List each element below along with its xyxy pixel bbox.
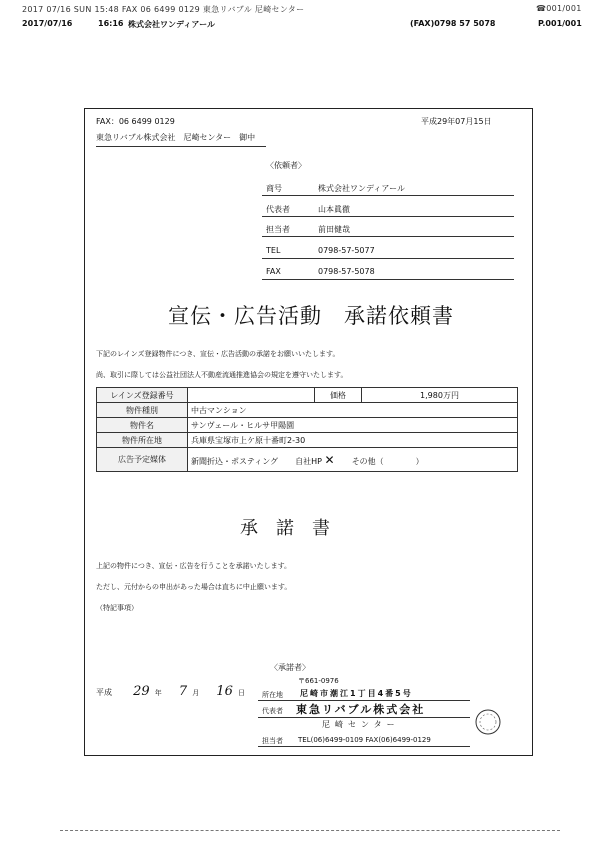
fax-header-company: 株式会社ワンディアール [128, 20, 215, 29]
consenter-contact: TEL(06)6499-0109 FAX(06)6499-0129 [298, 736, 431, 744]
requester-label-company: 商号 [266, 184, 282, 193]
consenter-postal: 〒661-0976 [298, 677, 339, 685]
requester-label-rep: 代表者 [266, 205, 290, 214]
consenter-branch: 尼崎センター [322, 720, 400, 729]
requester-row-line [262, 258, 514, 259]
date-year: 29 [133, 684, 150, 699]
property-name-value: サンヴェール・ヒルサ甲陽園 [188, 418, 518, 433]
fax-number: FAX：06 6499 0129 [96, 117, 175, 126]
date-era: 平成 [96, 688, 112, 697]
company-underline [258, 717, 470, 718]
consenter-address: 尼崎市潮江1丁目4番5号 [300, 689, 413, 698]
bottom-divider [60, 830, 560, 831]
table-row [97, 403, 518, 418]
requester-value-tel: 0798-57-5077 [318, 246, 375, 255]
table-row [97, 418, 518, 433]
date-month-unit: 月 [192, 689, 200, 697]
fax-header-date: 2017/07/16 [22, 19, 73, 28]
table-row [97, 448, 518, 472]
fax-header-page [536, 4, 582, 13]
table-row [97, 388, 518, 403]
media-option-other: その他（ ） [351, 456, 424, 466]
contact-label: 担当者 [262, 737, 283, 745]
property-address-label: 物件所在地 [97, 433, 188, 448]
property-table [96, 387, 518, 472]
document-title: 宣伝・広告活動 承諾依頼書 [168, 304, 454, 328]
requester-row-line [262, 279, 514, 280]
media-option-hp: 自社HP [295, 456, 322, 466]
requester-row-line [262, 216, 514, 217]
date-day-unit: 日 [237, 689, 245, 697]
intro-text-2: 尚、取引に際しては公益社団法人不動産流通推進協会の規定を遵守いたします。 [96, 371, 348, 379]
requester-label-tel: TEL [266, 246, 281, 255]
seal-stamp-icon [474, 708, 502, 736]
checkmark-icon: ✕ [324, 452, 335, 467]
price-label: 価格 [315, 388, 362, 403]
property-name-label: 物件名 [97, 418, 188, 433]
intro-text-1: 下記のレインズ登録物件につき、宣伝・広告活動の承諾をお願いいたします。 [96, 350, 340, 358]
fax-header-line: 2017 07/16 SUN 15:48 FAX 06 6499 0129 東急リバブル 尼崎センター [22, 5, 305, 14]
consenter-company: 東急リバブル株式会社 [296, 703, 426, 716]
requester-label-fax: FAX [266, 267, 281, 276]
property-address-value: 兵庫県宝塚市上ケ原十番町2-30 [188, 433, 518, 448]
media-options [188, 448, 518, 472]
requester-label-contact: 担当者 [266, 225, 290, 234]
date-day: 16 [216, 684, 233, 699]
media-option-newspaper: 新聞折込・ポスティング [191, 456, 279, 466]
addressee-underline [96, 146, 266, 147]
property-type-label: 物件種別 [97, 403, 188, 418]
consent-date [96, 680, 245, 699]
requester-value-fax: 0798-57-5078 [318, 267, 375, 276]
document-date: 平成29年07月15日 [421, 117, 492, 126]
date-month: 7 [178, 684, 188, 699]
date-year-unit: 年 [154, 689, 162, 697]
property-type-value: 中古マンション [188, 403, 518, 418]
reins-value [188, 388, 315, 403]
addressee: 東急リバブル株式会社 尼崎センター 御中 [96, 133, 256, 142]
consent-title: 承 諾 書 [240, 518, 330, 539]
fax-header-page2: P.001/001 [538, 19, 582, 28]
requester-value-rep: 山本眞徹 [318, 205, 350, 214]
consent-text-2: ただし、元付からの申出があった場合は直ちに中止願います。 [96, 583, 292, 591]
fax-header-time: 16:16 [98, 19, 124, 28]
contact-underline [258, 746, 470, 747]
requester-value-company: 株式会社ワンディアール [318, 184, 405, 193]
requester-row-line [262, 236, 514, 237]
reins-label: レインズ登録番号 [97, 388, 188, 403]
requester-heading: 〈依頼者〉 [266, 161, 306, 170]
special-notes: （特記事項） [96, 604, 138, 612]
fax-page-number: 001/001 [546, 4, 582, 13]
fax-header-fax: (FAX)0798 57 5078 [410, 19, 496, 28]
consenter-heading: 〈承諾者〉 [270, 663, 310, 672]
media-label: 広告予定媒体 [97, 448, 188, 472]
rep-label: 代表者 [262, 707, 283, 715]
price-value: 1,980万円 [362, 388, 518, 403]
address-label: 所在地 [262, 691, 283, 699]
requester-row-line [262, 195, 514, 196]
fax-icon: ☎ [536, 4, 547, 13]
requester-value-contact: 前田健哉 [318, 225, 350, 234]
table-row [97, 433, 518, 448]
consent-text-1: 上記の物件につき、宣伝・広告を行うことを承諾いたします。 [96, 562, 292, 570]
